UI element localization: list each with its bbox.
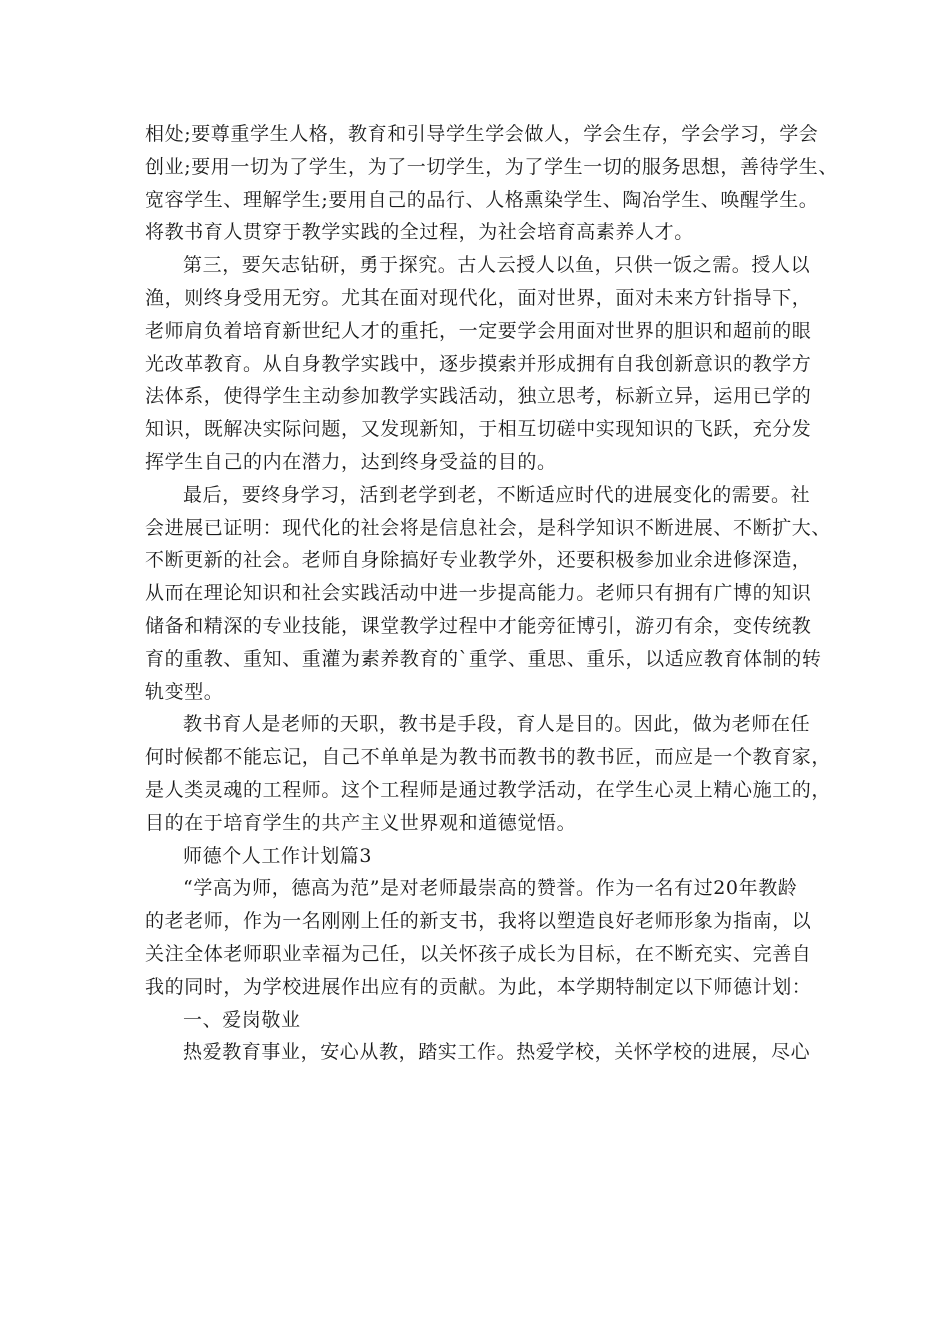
text-line: 从而在理论知识和社会实践活动中进一步提高能力。老师只有拥有广博的知识: [145, 582, 812, 605]
paragraph-start-line: 教书育人是老师的天职，教书是手段，育人是目的。因此，做为老师在任: [183, 713, 811, 736]
text-line: 何时候都不能忘记，自己不单单是为教书而教书的教书匠，而应是一个教育家，: [145, 746, 832, 769]
section-heading: 师德个人工作计划篇3: [183, 844, 373, 867]
text-line: 法体系，使得学生主动参加教学实践活动，独立思考，标新立异，运用已学的: [145, 385, 812, 408]
text-line: 是人类灵魂的工程师。这个工程师是通过教学活动，在学生心灵上精心施工的，: [145, 778, 832, 801]
text-line: 知识，既解决实际问题，又发现新知，于相互切磋中实现知识的飞跃，充分发: [145, 418, 812, 441]
text-line: 将教书育人贯穿于教学实践的全过程，为社会培育高素养人才。: [145, 221, 694, 244]
paragraph-start-line: 最后，要终身学习，活到老学到老，不断适应时代的进展变化的需要。社: [183, 483, 811, 506]
text-line: 宽容学生、理解学生;要用自己的品行、人格熏染学生、陶冶学生、唤醒学生。: [145, 188, 819, 211]
text-line: 会进展已证明：现代化的社会将是信息社会，是科学知识不断进展、不断扩大、: [145, 516, 832, 539]
text-line: 储备和精深的专业技能，课堂教学过程中才能旁征博引，游刃有余，变传统教: [145, 614, 812, 637]
text-line: 老师肩负着培育新世纪人才的重托，一定要学会用面对世界的胆识和超前的眼: [145, 319, 812, 342]
paragraph-start-line: 第三，要矢志钻研，勇于探究。古人云授人以鱼，只供一饭之需。授人以: [183, 254, 811, 277]
text-line: 我的同时，为学校进展作出应有的贡献。为此，本学期特制定以下师德计划：: [145, 975, 812, 998]
text-line: 创业;要用一切为了学生，为了一切学生，为了学生一切的服务思想，善待学生、: [145, 155, 839, 178]
text-line: 渔，则终身受用无穷。尤其在面对现代化，面对世界，面对未来方针指导下，: [145, 286, 812, 309]
text-line: 的老老师，作为一名刚刚上任的新支书，我将以塑造良好老师形象为指南，以: [145, 910, 812, 933]
subsection-heading: 一、爱岗敬业: [183, 1008, 301, 1031]
text-line: 不断更新的社会。老师自身除搞好专业教学外，还要积极参加业余进修深造，: [145, 549, 812, 572]
text-line: 相处;要尊重学生人格，教育和引导学生学会做人，学会生存，学会学习，学会: [145, 123, 819, 145]
document-page: [145, 118, 839, 1069]
text-line: 光改革教育。从自身教学实践中，逐步摸索并形成拥有自我创新意识的教学方: [145, 352, 812, 375]
text-line: 目的在于培育学生的共产主义世界观和道德觉悟。: [145, 811, 577, 834]
text-line: 关注全体老师职业幸福为己任，以关怀孩子成长为目标，在不断充实、完善自: [145, 942, 812, 965]
text-line: 育的重教、重知、重灌为素养教育的`重学、重思、重乐，以适应教育体制的转: [145, 647, 822, 670]
text-line: 轨变型。: [145, 680, 224, 703]
paragraph-start-line: “学高为师，德高为范”是对老师最崇高的赞誉。作为一名有过20年教龄: [183, 877, 798, 900]
paragraph-start-line: 热爱教育事业，安心从教，踏实工作。热爱学校，关怀学校的进展，尽心: [183, 1041, 811, 1064]
text-line: 挥学生自己的内在潜力，达到终身受益的目的。: [145, 450, 557, 473]
